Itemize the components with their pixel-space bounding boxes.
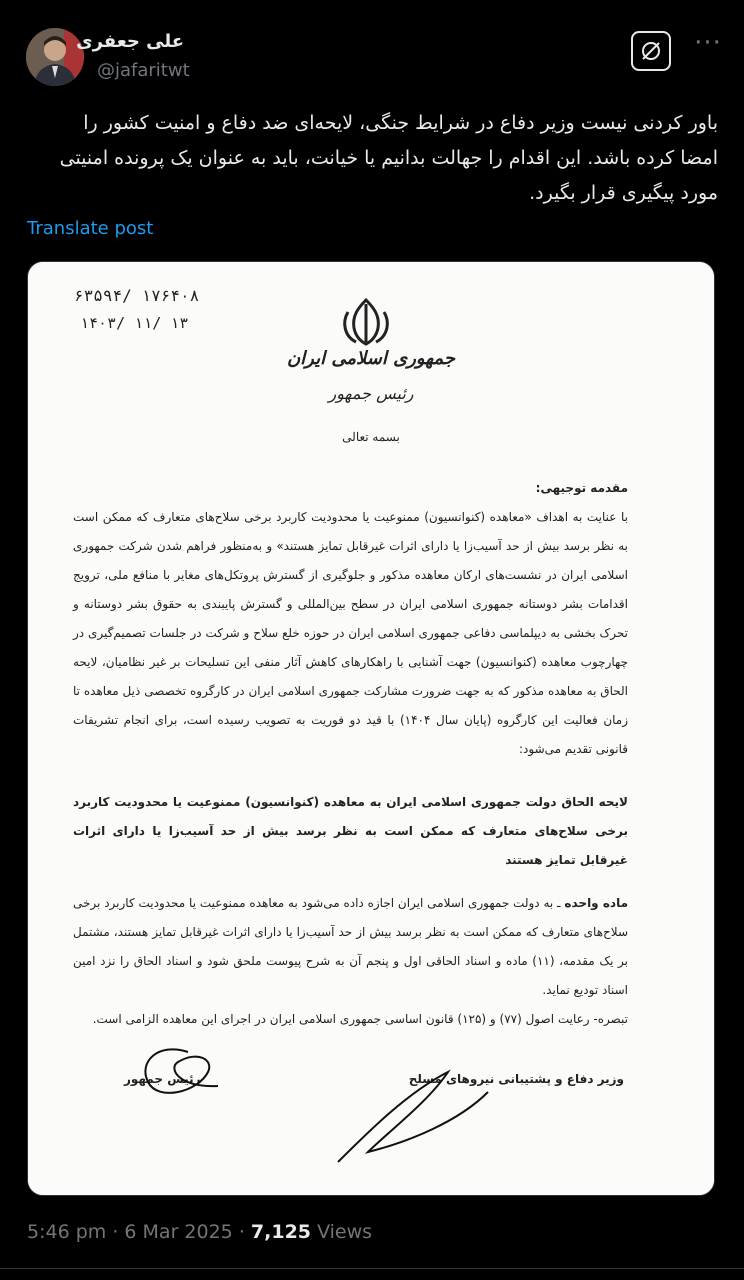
bill-title: لایحه الحاق دولت جمهوری اسلامی ایران به معاهده (کنوانسیون) ممنوعیت یا محدودیت کاربرد برخی سلاح‌های متعارف که ممکن است به نظر برسد بیش از حد آسیب‌زا یا دارای اثرات غیرقابل تمایز هستند: [73, 795, 628, 867]
article-text: ـ به دولت جمهوری اسلامی ایران اجازه داده می‌شود به معاهده ممنوعیت یا محدودیت کاربرد برخی سلاح‌های متعارف که ممکن است به نظر برسد بیش از حد آسیب‌زا یا دارای اثرات غیرقابل تمایز هستند، مشتمل بر یک مقدمه، (۱۱) ماده و اسناد الحاقی اول و پنجم آن به شرح پیوست ملحق شود و اسناد الحاق را نزد امین اسناد تودیع نماید.: [73, 896, 628, 997]
tweet-image[interactable]: [27, 261, 715, 1196]
document-page: [28, 262, 714, 1195]
letter-date: ۱۴۰۳/ ۱۱/ ۱۳: [80, 314, 189, 332]
tweet-text: [26, 106, 718, 211]
tweet-line: امضا کرده باشد. این اقدام را جهالت بدانیم یا خیانت، باید به عنوان یک پرونده امنیتی: [59, 147, 718, 169]
signature-minister: [328, 1052, 508, 1172]
divider: [0, 1268, 744, 1269]
grok-icon: [640, 40, 662, 62]
grok-button[interactable]: [631, 31, 671, 71]
intro-heading: مقدمه توجیهی:: [535, 481, 628, 495]
intro-text: با عنایت به اهداف «معاهده (کنوانسیون) ممنوعیت یا محدودیت کاربرد برخی سلاح‌های متعارف که ممکن است به نظر برسد بیش از حد آسیب‌زا یا دارای اثرات غیرقابل تمایز هستند» و به‌منظور فراهم شدن شرکت جمهوری اسلامی ایران در نشست‌های ارکان معاهده مذکور و جلوگیری از گسترش پروتکل‌های مغایر با منافع ملی، ترویج اقدامات بشر دوستانه جمهوری اسلامی ایران در سطح بین‌المللی و گسترش پایبندی به حقوق بشر دوستانه و تحرک بخشی به دیپلماسی دفاعی جمهوری اسلامی ایران در حوزه خلع سلاح و شرکت در جلسات تصمیم‌گیری در چهارچوب معاهده (کنوانسیون) جهت آشنایی با راهکارهای کاهش آثار منفی این تسلیحات بر غیر نظامیان، لایحه الحاق به معاهده مذکور که به جهت ضرورت مشارکت جمهوری اسلامی ایران در کارگروه تخصصی ذیل معاهده تا زمان فعالیت این کارگروه (پایان سال ۱۴۰۴) با قید دو فوریت به تصویب رسیده است، برای انجام تشریفات قانونی تقدیم می‌شود:: [73, 510, 629, 756]
signer-minister: وزیر دفاع و پشتیبانی نیروهای مسلح: [408, 1072, 624, 1086]
more-options-button[interactable]: [688, 28, 728, 60]
post-date[interactable]: 6 Mar 2025: [124, 1221, 233, 1243]
translate-post-link[interactable]: Translate post: [27, 218, 154, 239]
post-time[interactable]: 5:46 pm: [27, 1221, 107, 1243]
post-meta: 5:46 pm · 6 Mar 2025 · 7,125 Views: [27, 1221, 373, 1243]
views-count[interactable]: 7,125: [250, 1221, 312, 1243]
article-label: ماده واحده: [564, 896, 629, 910]
signature-president: [128, 1032, 248, 1122]
document-body: [73, 474, 628, 1034]
bismillah: بسمه تعالی: [342, 430, 400, 444]
views-label: Views: [317, 1221, 373, 1243]
tweet-line: مورد پیگیری قرار بگیرد.: [529, 182, 718, 204]
office-title: رئیس جمهور: [328, 384, 414, 403]
author-display-name[interactable]: علی جعفری: [76, 31, 184, 52]
signer-president: رئیس جمهور: [124, 1072, 201, 1086]
more-icon: ···: [694, 28, 722, 58]
iran-emblem-icon: [336, 296, 396, 348]
tweet-line: باور کردنی نیست وزیر دفاع در شرایط جنگی، لایحه‌ای ضد دفاع و امنیت کشور را: [83, 112, 718, 134]
country-title: جمهوری اسلامی ایران: [286, 348, 456, 369]
letter-number: ۶۳۵۹۴/ ۱۷۶۴۰۸: [74, 286, 200, 305]
note-text: تبصره- رعایت اصول (۷۷) و (۱۲۵) قانون اساسی جمهوری اسلامی ایران در اجرای این معاهده الزامی است.: [92, 1012, 628, 1026]
author-handle[interactable]: @jafaritwt: [97, 60, 190, 81]
